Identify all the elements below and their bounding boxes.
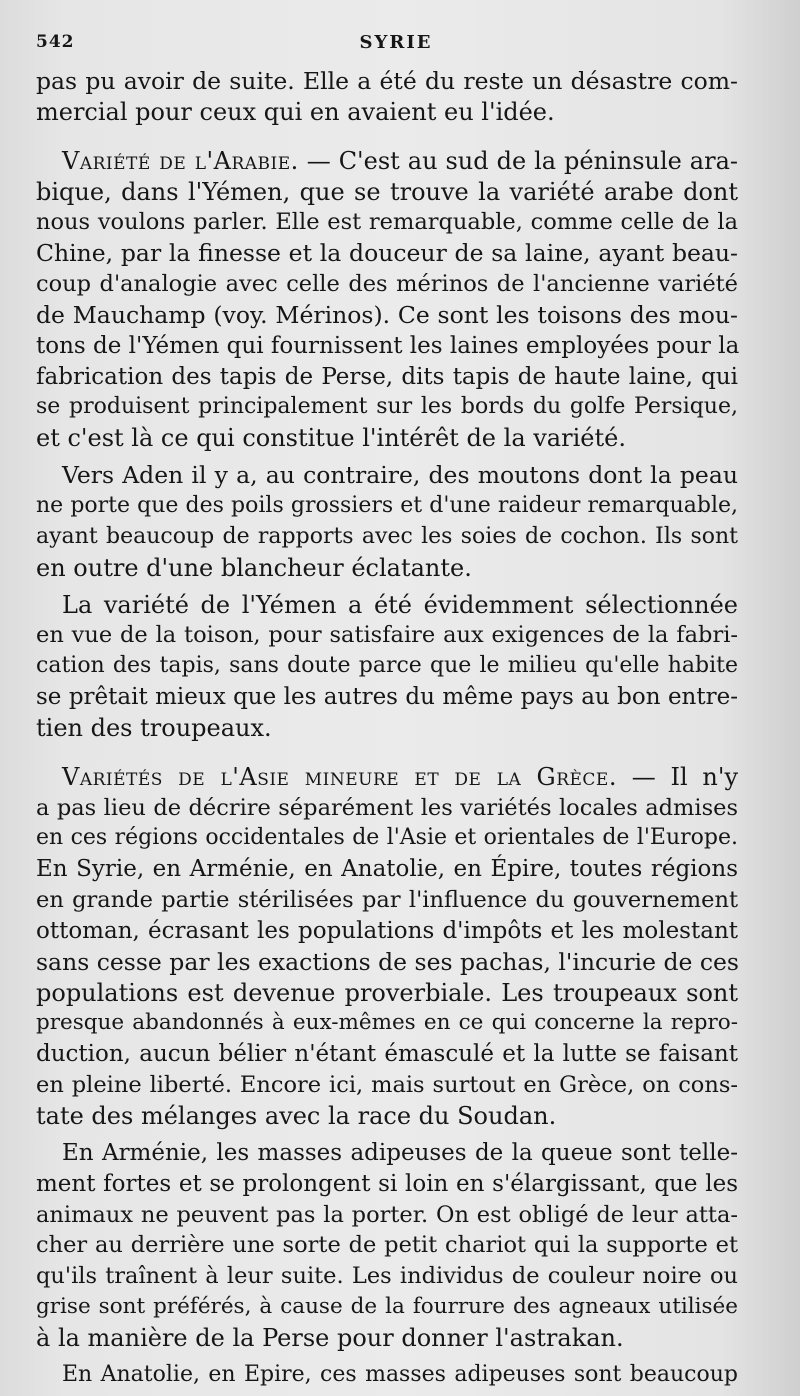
text-line: mercial pour ceux qui en avaient eu l'idée. bbox=[36, 97, 555, 126]
text-line: de Mauchamp (voy. Mérinos). Ce sont les toisons des mou- bbox=[36, 300, 738, 329]
text-line: duction, aucun bélier n'étant émasculé et la lutte se faisant bbox=[36, 1041, 738, 1068]
text-line: animaux ne peuvent pas la porter. On est obligé de leur atta- bbox=[36, 1201, 738, 1228]
text-run: — Il n'y bbox=[616, 762, 738, 791]
page-number: 542 bbox=[36, 32, 75, 52]
text-line: En Anatolie, en Epire, ces masses adipeuses sont beaucoup bbox=[62, 1361, 738, 1387]
text-line: pas pu avoir de suite. Elle a été du reste un désastre com- bbox=[36, 67, 738, 95]
section-heading-asie-mineure: Variétés de l'Asie mineure et de la Grèce. bbox=[62, 762, 617, 791]
paragraph-continuation bbox=[36, 66, 738, 128]
paragraph-yemen bbox=[36, 590, 738, 744]
text-line: ment fortes et se prolongent si loin en s'élargissant, que les bbox=[36, 1170, 738, 1197]
paragraph-aden bbox=[36, 460, 738, 583]
text-line: qu'ils traînent à leur suite. Les individus de couleur noire ou bbox=[36, 1263, 738, 1290]
paragraph-armenie bbox=[36, 1138, 738, 1354]
text-line bbox=[36, 762, 738, 793]
text-line: se produisent principalement sur les bords du golfe Persique, bbox=[36, 394, 738, 420]
page-header bbox=[36, 32, 756, 60]
text-line: et c'est là ce qui constitue l'intérêt de la variété. bbox=[36, 424, 626, 453]
text-line: bique, dans l'Yémen, que se trouve la variété arabe dont bbox=[36, 177, 738, 206]
text-line: ayant beaucoup de rapports avec les soies de cochon. Ils sont bbox=[36, 523, 738, 549]
text-line: tons de l'Yémen qui fournissent les laines employées pour la bbox=[36, 332, 740, 359]
text-line: en grande partie stérilisées par l'influence du gouvernement bbox=[36, 887, 738, 914]
text-line: La variété de l'Yémen a été évidemment sélectionnée bbox=[62, 590, 738, 619]
paragraph-anatolie bbox=[36, 1360, 738, 1391]
text-line: En Syrie, en Arménie, en Anatolie, en Épire, toutes régions bbox=[36, 856, 738, 883]
text-line: En Arménie, les masses adipeuses de la queue sont telle- bbox=[62, 1139, 738, 1166]
text-line: grise sont préférés, à cause de la fourrure des agneaux utilisée bbox=[36, 1294, 738, 1320]
text-line: a pas lieu de décrire séparément les variétés locales admises bbox=[36, 794, 738, 821]
text-line: fabrication des tapis de Perse, dits tapis de haute laine, qui bbox=[36, 363, 738, 390]
text-line: en pleine liberté. Encore ici, mais surtout en Grèce, on cons- bbox=[36, 1072, 738, 1099]
text-line: tien des troupeaux. bbox=[36, 713, 272, 742]
text-line: ne porte que des poils grossiers et d'une raideur remarquable, bbox=[36, 492, 738, 518]
text-line: presque abandonnés à eux-mêmes en ce qui concerne la repro- bbox=[36, 1010, 738, 1036]
text-line: tate des mélanges avec la race du Soudan. bbox=[36, 1102, 557, 1130]
text-line: en outre d'une blancheur éclatante. bbox=[36, 553, 472, 582]
text-line: ottoman, écrasant les populations d'impôts et les molestant bbox=[36, 917, 738, 944]
text-line: nous voulons parler. Elle est remarquable, comme celle de la bbox=[36, 209, 738, 236]
text-line: en ces régions occidentales de l'Asie et orientales de l'Europe. bbox=[36, 825, 738, 851]
text-line: Vers Aden il y a, au contraire, des moutons dont la peau bbox=[62, 461, 738, 490]
text-line bbox=[36, 146, 738, 177]
text-line: cher au derrière une sorte de petit chariot qui la supporte et bbox=[36, 1232, 738, 1259]
text-line: à la manière de la Perse pour donner l'astrakan. bbox=[36, 1323, 624, 1352]
section-gap bbox=[36, 128, 738, 146]
section-gap bbox=[36, 744, 738, 762]
running-head: SYRIE bbox=[359, 32, 433, 53]
paragraph-asie-mineure bbox=[36, 762, 738, 1132]
text-line: se prêtait mieux que les autres du même pays au bon entre- bbox=[36, 684, 738, 711]
text-line: populations est devenue proverbiale. Les troupeaux sont bbox=[36, 978, 738, 1007]
text-line: en vue de la toison, pour satisfaire aux exigences de la fabri- bbox=[36, 622, 738, 649]
text-run: — C'est au sud de la péninsule ara- bbox=[298, 146, 738, 175]
text-line: Chine, par la finesse et la douceur de sa laine, ayant beau- bbox=[36, 239, 738, 268]
section-heading-arabie: Variété de l'Arabie. bbox=[62, 146, 299, 175]
page-body bbox=[36, 66, 738, 1391]
text-line: coup d'analogie avec celle des mérinos de l'ancienne variété bbox=[36, 271, 738, 298]
text-line: cation des tapis, sans doute parce que le milieu qu'elle habite bbox=[36, 653, 738, 679]
text-line: sans cesse par les exactions de ses pachas, l'incurie de ces bbox=[36, 947, 739, 976]
paragraph-arabie bbox=[36, 146, 738, 454]
